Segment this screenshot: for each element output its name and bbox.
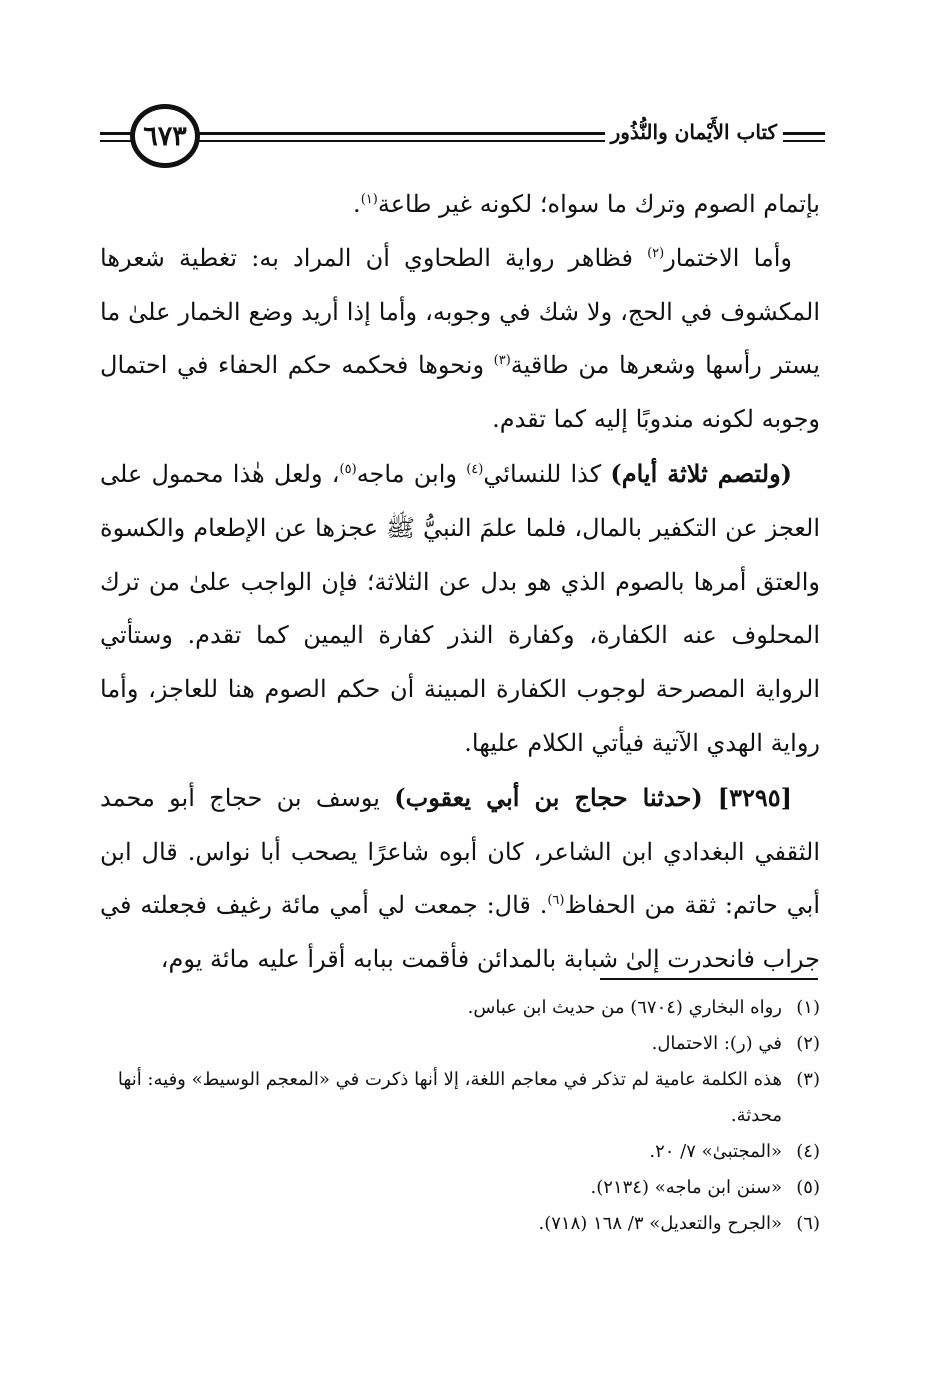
footnote-5: (٥) «سنن ابن ماجه» (٢١٣٤).: [590, 1177, 820, 1198]
footnote-ref-1[interactable]: (١): [360, 192, 378, 207]
footnote-ref-5[interactable]: (٥): [339, 461, 357, 477]
footnotes: [100, 990, 820, 1242]
footnote-ref-2[interactable]: (٢): [647, 245, 665, 261]
footnote-ref-4[interactable]: (٤): [466, 461, 484, 477]
footnote-ref-3[interactable]: (٣): [493, 353, 511, 369]
page-number: ٦٧٣: [130, 104, 200, 168]
main-text: [100, 178, 820, 987]
footnote-4: (٤) «المجتبىٰ» ٧/ ٢٠.: [649, 1141, 820, 1162]
running-header: [100, 100, 825, 180]
narrator-phrase: (حدثنا حجاج بن أبي يعقوب): [394, 782, 718, 812]
footnote-separator: [600, 978, 818, 980]
quoted-phrase: (ولتصم ثلاثة أيام): [610, 458, 793, 488]
footnote-6: (٦) «الجرح والتعديل» ٣/ ١٦٨ (٧١٨).: [538, 1213, 820, 1234]
hadith-number: [٣٢٩٥]: [717, 782, 792, 812]
paragraph-1: بإتمام الصوم وترك ما سواه؛ لكونه غير طاعة$^{(١)}$.: [353, 190, 820, 218]
footnote-ref-6[interactable]: (٦): [547, 893, 565, 909]
paragraph-3: (ولتصم ثلاثة أيام) كذا للنسائي$^{(٤)}$ وابن ماجه$^{(٥)}$، ولعل هٰذا محمول على العجز عن التكفير بالمال، فلما علمَ النبيُّ ﷺ عجزها عن الإطعام والكسوة والعتق أمرها بالصوم الذي هو بدل عن الثلاثة؛ فإن الواجب علىٰ من ترك المحلوف عنه الكفارة، وكفارة النذر كفارة اليمين كما تقدم. وستأتي الرواية المصرحة لوجوب الكفارة المبينة أن حكم الصوم هنا للعاجز، وأما رواية الهدي الآتية فيأتي الكلام عليها.: [100, 458, 820, 757]
paragraph-2: وأما الاختمار$^{(٢)}$ فظاهر رواية الطحاوي أن المراد به: تغطية شعرها المكشوف في الحج، ولا شك في وجوبه، وأما إذا أريد وضع الخمار علىٰ ما يستر رأسها وشعرها من طاقية$^{(٣)}$ ونحوها فحكمه حكم الحفاء في احتمال وجوبه لكونه مندوبًا إليه كما تقدم.: [100, 243, 821, 434]
footnote-1: (١) رواه البخاري (٦٧٠٤) من حديث ابن عباس.: [467, 997, 820, 1018]
footnote-3: (٣) هذه الكلمة عامية لم تذكر في معاجم اللغة، إلا أنها ذكرت في «المعجم الوسيط» وفيه: أنها محدثة.: [117, 1069, 820, 1126]
footnote-2: (٢) في (ر): الاحتمال.: [651, 1033, 820, 1054]
book-title: كتاب الأَيْمان والنُّذُور: [605, 120, 783, 144]
paragraph-4: [٣٢٩٥] (حدثنا حجاج بن أبي يعقوب) يوسف بن حجاج أبو محمد الثقفي البغدادي ابن الشاعر، كان أبوه شاعرًا يصحب أبا نواس. قال ابن أبي حاتم: ثقة من الحفاظ$^{(٦)}$. قال: جمعت لي أمي مائة رغيف فجعلته في جراب فانحدرت إلىٰ شبابة بالمدائن فأقمت ببابه أقرأ عليه مائة يوم،: [100, 782, 820, 974]
